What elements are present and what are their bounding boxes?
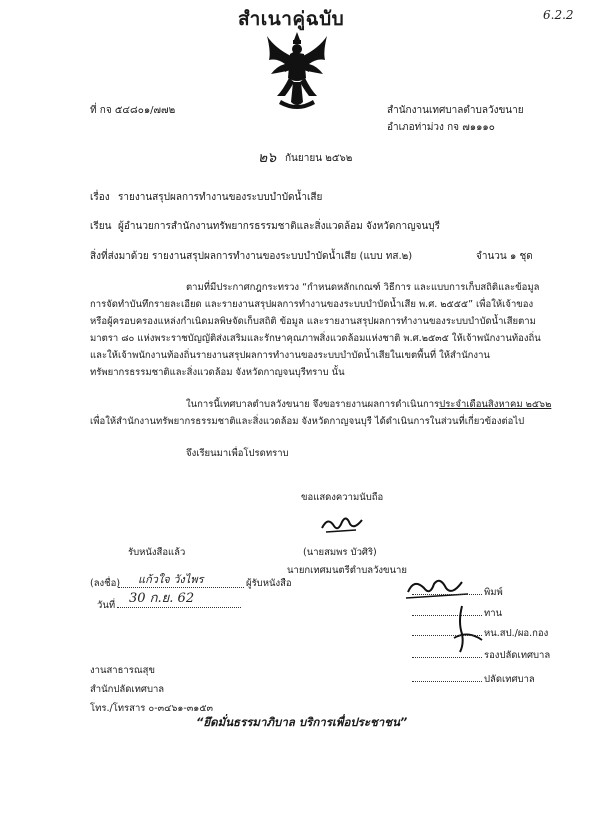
- routing-label-review: ทาน: [484, 608, 503, 619]
- closing-salutation: ขอแสดงความนับถือ: [301, 492, 384, 503]
- receipt-date-line: [117, 587, 241, 608]
- receiver-name: แก้วใจ วังไพร: [138, 573, 204, 586]
- garuda-emblem-icon: [263, 30, 331, 112]
- body-line: การจัดทำบันทึกรายละเอียด และรายงานสรุปผลการทำงานของระบบบำบัดน้ำเสีย พ.ศ. ๒๕๕๕” เพื่อให้เจ้าของ: [90, 299, 534, 310]
- signatory-position: นายกเทศมนตรีตำบลวังขนาย: [287, 565, 407, 576]
- attachment-count: จำนวน ๑ ชุด: [476, 251, 533, 262]
- office-address: อำเภอท่าม่วง กจ ๗๑๑๑๐: [387, 122, 495, 133]
- routing-line: [412, 593, 482, 595]
- body-line: หรือผู้ครอบครองแหล่งกำเนิดมลพิษจัดเก็บสถิติ ข้อมูล และรายงานสรุปผลการทำงานของระบบบำบัดน้ำเสียตาม: [90, 316, 536, 327]
- document-title: สำเนาคู่ฉบับ: [238, 8, 345, 30]
- closing-request: จึงเรียนมาเพื่อโปรดทราบ: [186, 448, 289, 459]
- signature-mark: [320, 512, 364, 540]
- routing-label-clerk: ปลัดเทศบาล: [484, 674, 535, 685]
- footer-phone: โทร./โทรสาร ๐-๓๔๖๑-๓๑๕๓: [90, 703, 214, 714]
- body-line: ทรัพยากรธรรมชาติและสิ่งแวดล้อม จังหวัดกาญจนบุรีทราบ นั้น: [90, 367, 345, 378]
- footer-department: งานสาธารณสุข: [90, 665, 155, 676]
- office-name: สำนักงานเทศบาลตำบลวังขนาย: [387, 105, 524, 116]
- routing-signature-2: [452, 604, 488, 658]
- routing-signature-1: [404, 574, 474, 608]
- body-line: มาตรา ๘๐ แห่งพระราชบัญญัติส่งเสริมและรักษาคุณภาพสิ่งแวดล้อมแห่งชาติ พ.ศ.๒๕๓๕ ให้เจ้าพนักงานท้องถิ่น: [90, 333, 541, 344]
- attachment-text: รายงานสรุปผลการทำงานของระบบบำบัดน้ำเสีย (แบบ ทส.๒): [152, 251, 413, 262]
- receiver-label: ผู้รับหนังสือ: [246, 578, 292, 589]
- document-number: ที่ กจ ๕๔๘๐๑/๗๗๒: [90, 105, 176, 116]
- receipt-date-label: วันที่: [97, 600, 116, 611]
- date-month-year: กันยายน ๒๕๖๒: [285, 153, 353, 164]
- body-line: และให้เจ้าพนักงานท้องถิ่นรายงานสรุปผลการทำงานของระบบบำบัดน้ำเสียในเขตพื้นที่ ให้สำนักงาน: [90, 350, 490, 361]
- margin-note: 6.2.2: [543, 8, 574, 22]
- receipt-title: รับหนังสือแล้ว: [128, 547, 186, 558]
- footer-motto: “ยึดมั่นธรรมาภิบาล บริการเพื่อประชาชน”: [196, 715, 408, 729]
- body-p2-prefix: ในการนี้เทศบาลตำบลวังขนาย จึงขอรายงานผลการดำเนินการ: [186, 399, 440, 410]
- routing-label-deputy: รองปลัดเทศบาล: [484, 650, 551, 661]
- footer-office: สำนักปลัดเทศบาล: [90, 684, 165, 695]
- receipt-sign-label: (ลงชื่อ): [90, 578, 121, 589]
- attachment-label: สิ่งที่ส่งมาด้วย: [90, 251, 149, 262]
- signatory-name: (นายสมพร บัวศิริ): [303, 547, 377, 558]
- date-day: ๒๖: [258, 150, 277, 166]
- body-p2-line1: [186, 397, 551, 412]
- receiver-name-line: [118, 569, 244, 588]
- reporting-period: ประจำเดือนสิงหาคม ๒๕๖๒: [439, 399, 552, 410]
- body-line: ตามที่มีประกาศกฎกระทรวง “กำหนดหลักเกณฑ์ วิธีการ และแบบการเก็บสถิติและข้อมูล: [186, 282, 540, 293]
- subject-text: รายงานสรุปผลการทำงานของระบบบำบัดน้ำเสีย: [118, 192, 323, 203]
- routing-label-type: พิมพ์: [484, 587, 503, 598]
- recipient-label: เรียน: [90, 221, 112, 232]
- recipient-text: ผู้อำนวยการสำนักงานทรัพยากรธรรมชาติและสิ่งแวดล้อม จังหวัดกาญจนบุรี: [118, 221, 441, 232]
- routing-line: [412, 634, 482, 636]
- routing-line: [412, 656, 482, 658]
- routing-label-head: หน.สป./ผอ.กอง: [484, 628, 549, 639]
- body-p2-line2: เพื่อให้สำนักงานทรัพยากรธรรมชาติและสิ่งแวดล้อม จังหวัดกาญจนบุรี ได้ดำเนินการในส่วนที่เกี่ยวข้องต่อไป: [90, 416, 525, 427]
- routing-line: [412, 614, 482, 616]
- receipt-date: 30 ก.ย. 62: [129, 591, 195, 606]
- subject-label: เรื่อง: [90, 192, 110, 203]
- routing-line: [412, 680, 482, 682]
